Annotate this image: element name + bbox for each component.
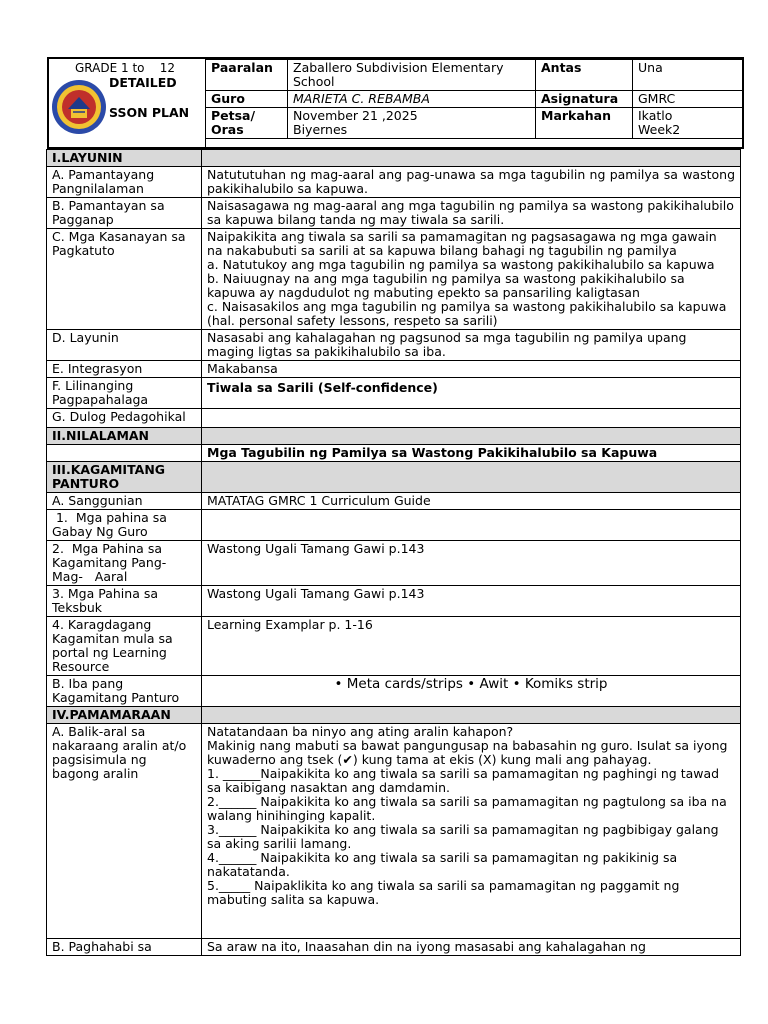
guro-value: MARIETA C. REBAMBA <box>288 91 536 108</box>
row-teksbuk <box>47 586 741 617</box>
row-label: F. Lilinanging Pagpapahalaga <box>47 378 202 409</box>
row-label: 3. Mga Pahina sa Teksbuk <box>47 586 202 617</box>
row-content: Sa araw na ito, Inaasahan din na iyong masasabi ang kahalagahan ng <box>202 939 741 956</box>
row-label: C. Mga Kasanayan sa Pagkatuto <box>47 229 202 330</box>
balik-aral-line: Natatandaan ba ninyo ang ating aralin kahapon? <box>207 724 514 739</box>
antas-value: Una <box>633 60 743 91</box>
row-balik-aral <box>47 724 741 939</box>
row-kasanayan <box>47 229 741 330</box>
detailed-text: DETAILED <box>109 75 177 90</box>
row-label: A. Sanggunian <box>47 493 202 510</box>
row-content <box>202 510 741 541</box>
row-content: MATATAG GMRC 1 Curriculum Guide <box>202 493 741 510</box>
row-content: Learning Examplar p. 1-16 <box>202 617 741 676</box>
row-label: 1. Mga pahina sa Gabay Ng Guro <box>47 510 202 541</box>
balik-aral-item: 4.______ Naipakikita ko ang tiwala sa sarili sa pamamagitan ng pakikinig sa nakatatanda. <box>207 850 678 879</box>
lesson-plan-table <box>46 149 741 956</box>
header-row-paaralan <box>206 60 743 91</box>
markahan-value: Ikatlo Week2 <box>633 108 743 139</box>
paaralan-label: Paaralan <box>206 60 288 91</box>
asignatura-label: Asignatura <box>536 91 633 108</box>
row-gabay-guro <box>47 510 741 541</box>
lesson-plan-text: SSON PLAN <box>109 105 190 120</box>
kasanayan-text: Naipakikita ang tiwala sa sarili sa pamamagitan ng pagsasagawa ng mga gawain na nakabubuti sa sarili at sa kapuwa bilang bahagi ng tagubilin ng pamilya <box>207 229 717 258</box>
row-label: B. Pamantayan sa Pagganap <box>47 198 202 229</box>
section-nilalaman <box>47 428 741 445</box>
deped-seal-icon <box>51 79 107 135</box>
section-title: IV.PAMAMARAAN <box>47 707 202 724</box>
row-label: A. Balik-aral sa nakaraang aralin at/o pagsisimula ng bagong aralin <box>47 724 202 939</box>
row-label: A. Pamantayang Pangnilalaman <box>47 167 202 198</box>
header-block <box>47 57 744 149</box>
grade-level-text: GRADE 1 to 12 <box>75 61 176 75</box>
section-title: II.NILALAMAN <box>47 428 202 445</box>
petsa-value: November 21 ,2025 Biyernes <box>288 108 536 139</box>
markahan-label: Markahan <box>536 108 633 139</box>
row-label: E. Integrasyon <box>47 361 202 378</box>
row-paghahabi <box>47 939 741 956</box>
row-content <box>202 229 741 330</box>
row-integrasyon <box>47 361 741 378</box>
header-title-cell <box>49 59 206 147</box>
row-content: Wastong Ugali Tamang Gawi p.143 <box>202 541 741 586</box>
guro-label: Guro <box>206 91 288 108</box>
antas-label: Antas <box>536 60 633 91</box>
row-nilalaman <box>47 445 741 462</box>
row-label: 4. Karagdagang Kagamitan mula sa portal ng Learning Resource <box>47 617 202 676</box>
row-content <box>202 724 741 939</box>
row-content: Nasasabi ang kahalagahan ng pagsunod sa mga tagubilin ng pamilya upang maging ligtas sa pakikihalubilo sa iba. <box>202 330 741 361</box>
balik-aral-item: 3.______ Naipakikita ko ang tiwala sa sarili sa pamamagitan ng pagbibigay galang sa aking sarilii lamang. <box>207 822 719 851</box>
header-row-petsa <box>206 108 743 139</box>
row-content: Natututuhan ng mag-aaral ang pag-unawa sa mga tagubilin ng pamilya sa wastong pakikihalubilo sa kapuwa. <box>202 167 741 198</box>
row-label: 2. Mga Pahina sa Kagamitang Pang-Mag- Aaral <box>47 541 202 586</box>
section-title: III.KAGAMITANG PANTURO <box>47 462 202 493</box>
kasanayan-item: a. Natutukoy ang mga tagubilin ng pamilya sa wastong pakikihalubilo sa kapuwa <box>207 257 715 272</box>
balik-aral-item: 1. ______Naipakikita ko ang tiwala sa sarili sa pamamagitan ng paghingi ng tawad sa kaibigang nasaktan ang damdamin. <box>207 766 720 795</box>
section-title: I.LAYUNIN <box>47 150 202 167</box>
row-content: Wastong Ugali Tamang Gawi p.143 <box>202 586 741 617</box>
row-content <box>202 409 741 428</box>
row-content: • Meta cards/strips • Awit • Komiks strip <box>202 676 741 707</box>
balik-aral-line: Makinig nang mabuti sa bawat pangungusap na babasahin ng guro. Isulat sa iyong kuwaderno ang tsek (✔) kung tama at ekis (X) kung mali ang pahayag. <box>207 738 728 767</box>
row-content: Naisasagawa ng mag-aaral ang mga tagubilin ng pamilya sa wastong pakikihalubilo sa kapuwa bilang tanda ng may tiwala sa sarili. <box>202 198 741 229</box>
row-dulog <box>47 409 741 428</box>
row-content: Tiwala sa Sarili (Self-confidence) <box>202 378 741 409</box>
row-sanggunian <box>47 493 741 510</box>
row-pamantayan-pagganap <box>47 198 741 229</box>
row-content: Makabansa <box>202 361 741 378</box>
row-kagamitang-pang-mag-aaral <box>47 541 741 586</box>
row-label: B. Paghahabi sa <box>47 939 202 956</box>
row-iba-pang-kagamitan <box>47 676 741 707</box>
section-kagamitan <box>47 462 741 493</box>
nilalaman-content: Mga Tagubilin ng Pamilya sa Wastong Pakikihalubilo sa Kapuwa <box>202 445 741 462</box>
paaralan-value: Zaballero Subdivision Elementary School <box>288 60 536 91</box>
row-pagpapahalaga <box>47 378 741 409</box>
balik-aral-item: 5._____ Naipaklikita ko ang tiwala sa sarili sa pamamagitan ng paggamit ng mabuting salita sa kapuwa. <box>207 878 680 907</box>
row-label: D. Layunin <box>47 330 202 361</box>
asignatura-value: GMRC <box>633 91 743 108</box>
section-layunin <box>47 150 741 167</box>
row-layunin <box>47 330 741 361</box>
kasanayan-item: c. Naisasakilos ang mga tagubilin ng pamilya sa wastong pakikihalubilo sa kapuwa (hal. personal safety lessons, respeto sa sarili) <box>207 299 727 328</box>
row-pamantayang-pangnilalaman <box>47 167 741 198</box>
petsa-label: Petsa/ Oras <box>206 108 288 139</box>
kasanayan-item: b. Naiuugnay na ang mga tagubilin ng pamilya sa wastong pakikihalubilo sa kapuwa ay nagdudulot ng mabuting epekto sa pansariling kaligtasan <box>207 271 685 300</box>
row-karagdagang-kagamitan <box>47 617 741 676</box>
balik-aral-item: 2.______ Naipakikita ko ang tiwala sa sarili sa pamamagitan ng pagtulong sa iba na walang hinihinging kapalit. <box>207 794 727 823</box>
row-label: G. Dulog Pedagohikal <box>47 409 202 428</box>
header-row-guro <box>206 91 743 108</box>
row-label: B. Iba pang Kagamitang Panturo <box>47 676 202 707</box>
section-pamamaraan <box>47 707 741 724</box>
header-info-table <box>205 59 743 139</box>
